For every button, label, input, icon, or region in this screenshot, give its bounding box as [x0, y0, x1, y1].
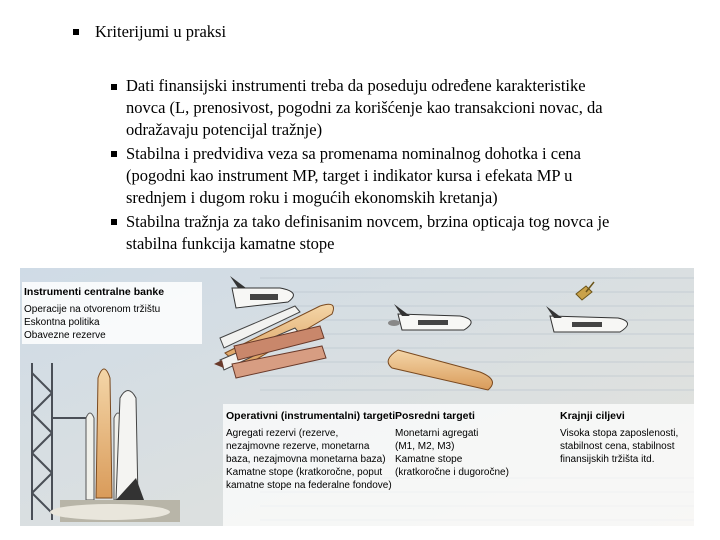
intermediate-line: Kamatne stope — [395, 454, 463, 465]
bullet-2-line-1: Stabilna i predvidiva veza sa promenama nominalnog dohotka i cena — [126, 144, 581, 163]
operational-line: Agregati rezervi (rezerve, — [226, 428, 339, 439]
final-goal-line: finansijskih tržišta itd. — [560, 454, 655, 465]
bullet-icon — [111, 151, 117, 157]
bullet-1-line-3: odražavaju potencijal tražnje) — [126, 120, 323, 139]
intermediate-targets-title: Posredni targeti — [395, 410, 475, 422]
final-goals-title: Krajnji ciljevi — [560, 410, 625, 422]
bullet-3-line-2: stabilna funkcija kamatne stope — [126, 234, 335, 253]
bullet-2-line-2: (pogodni kao instrument MP, target i indikator kursa i efekata MP u — [126, 166, 573, 185]
instrument-item: Obavezne rezerve — [24, 330, 106, 341]
instruments-title: Instrumenti centralne banke — [24, 286, 165, 298]
intermediate-line: Monetarni agregati — [395, 428, 479, 439]
intermediate-line: (kratkoročne i dugoročne) — [395, 467, 509, 478]
operational-line: Kamatne stope (kratkoročne, poput — [226, 467, 383, 478]
bullet-icon — [111, 84, 117, 90]
instrument-item: Operacije na otvorenom tržištu — [24, 304, 161, 315]
instrument-item: Eskontna politika — [24, 317, 100, 328]
intermediate-line: (M1, M2, M3) — [395, 441, 455, 452]
slide-heading: Kriterijumi u praksi — [95, 22, 227, 41]
operational-line: nezajmovne rezerve, monetarna — [226, 441, 370, 452]
final-goal-line: Visoka stopa zaposlenosti, — [560, 428, 679, 439]
operational-line: kamatne stope na federalne fondove) — [226, 480, 392, 491]
operational-targets-title: Operativni (instrumentalni) targeti — [226, 410, 396, 422]
heading-bullet-icon — [73, 29, 79, 35]
textbook-figure — [20, 268, 694, 526]
operational-line: baza, nezajmovna monetarna baza) — [226, 454, 386, 465]
bullet-1-line-2: novca (L, prenosivost, pogodni za korišćenje kao transakcioni novac, da — [126, 98, 603, 117]
bullet-2-line-3: srednjem i dugom roku i mogućih ekonomskih kretanja) — [126, 188, 498, 207]
final-goal-line: stabilnost cena, stabilnost — [560, 441, 675, 452]
bullet-1-line-1: Dati finansijski instrumenti treba da poseduju određene karakteristike — [126, 76, 586, 95]
bullet-icon — [111, 219, 117, 225]
bullet-3-line-1: Stabilna tražnja za tako definisanim novcem, brzina opticaja tog novca je — [126, 212, 610, 231]
